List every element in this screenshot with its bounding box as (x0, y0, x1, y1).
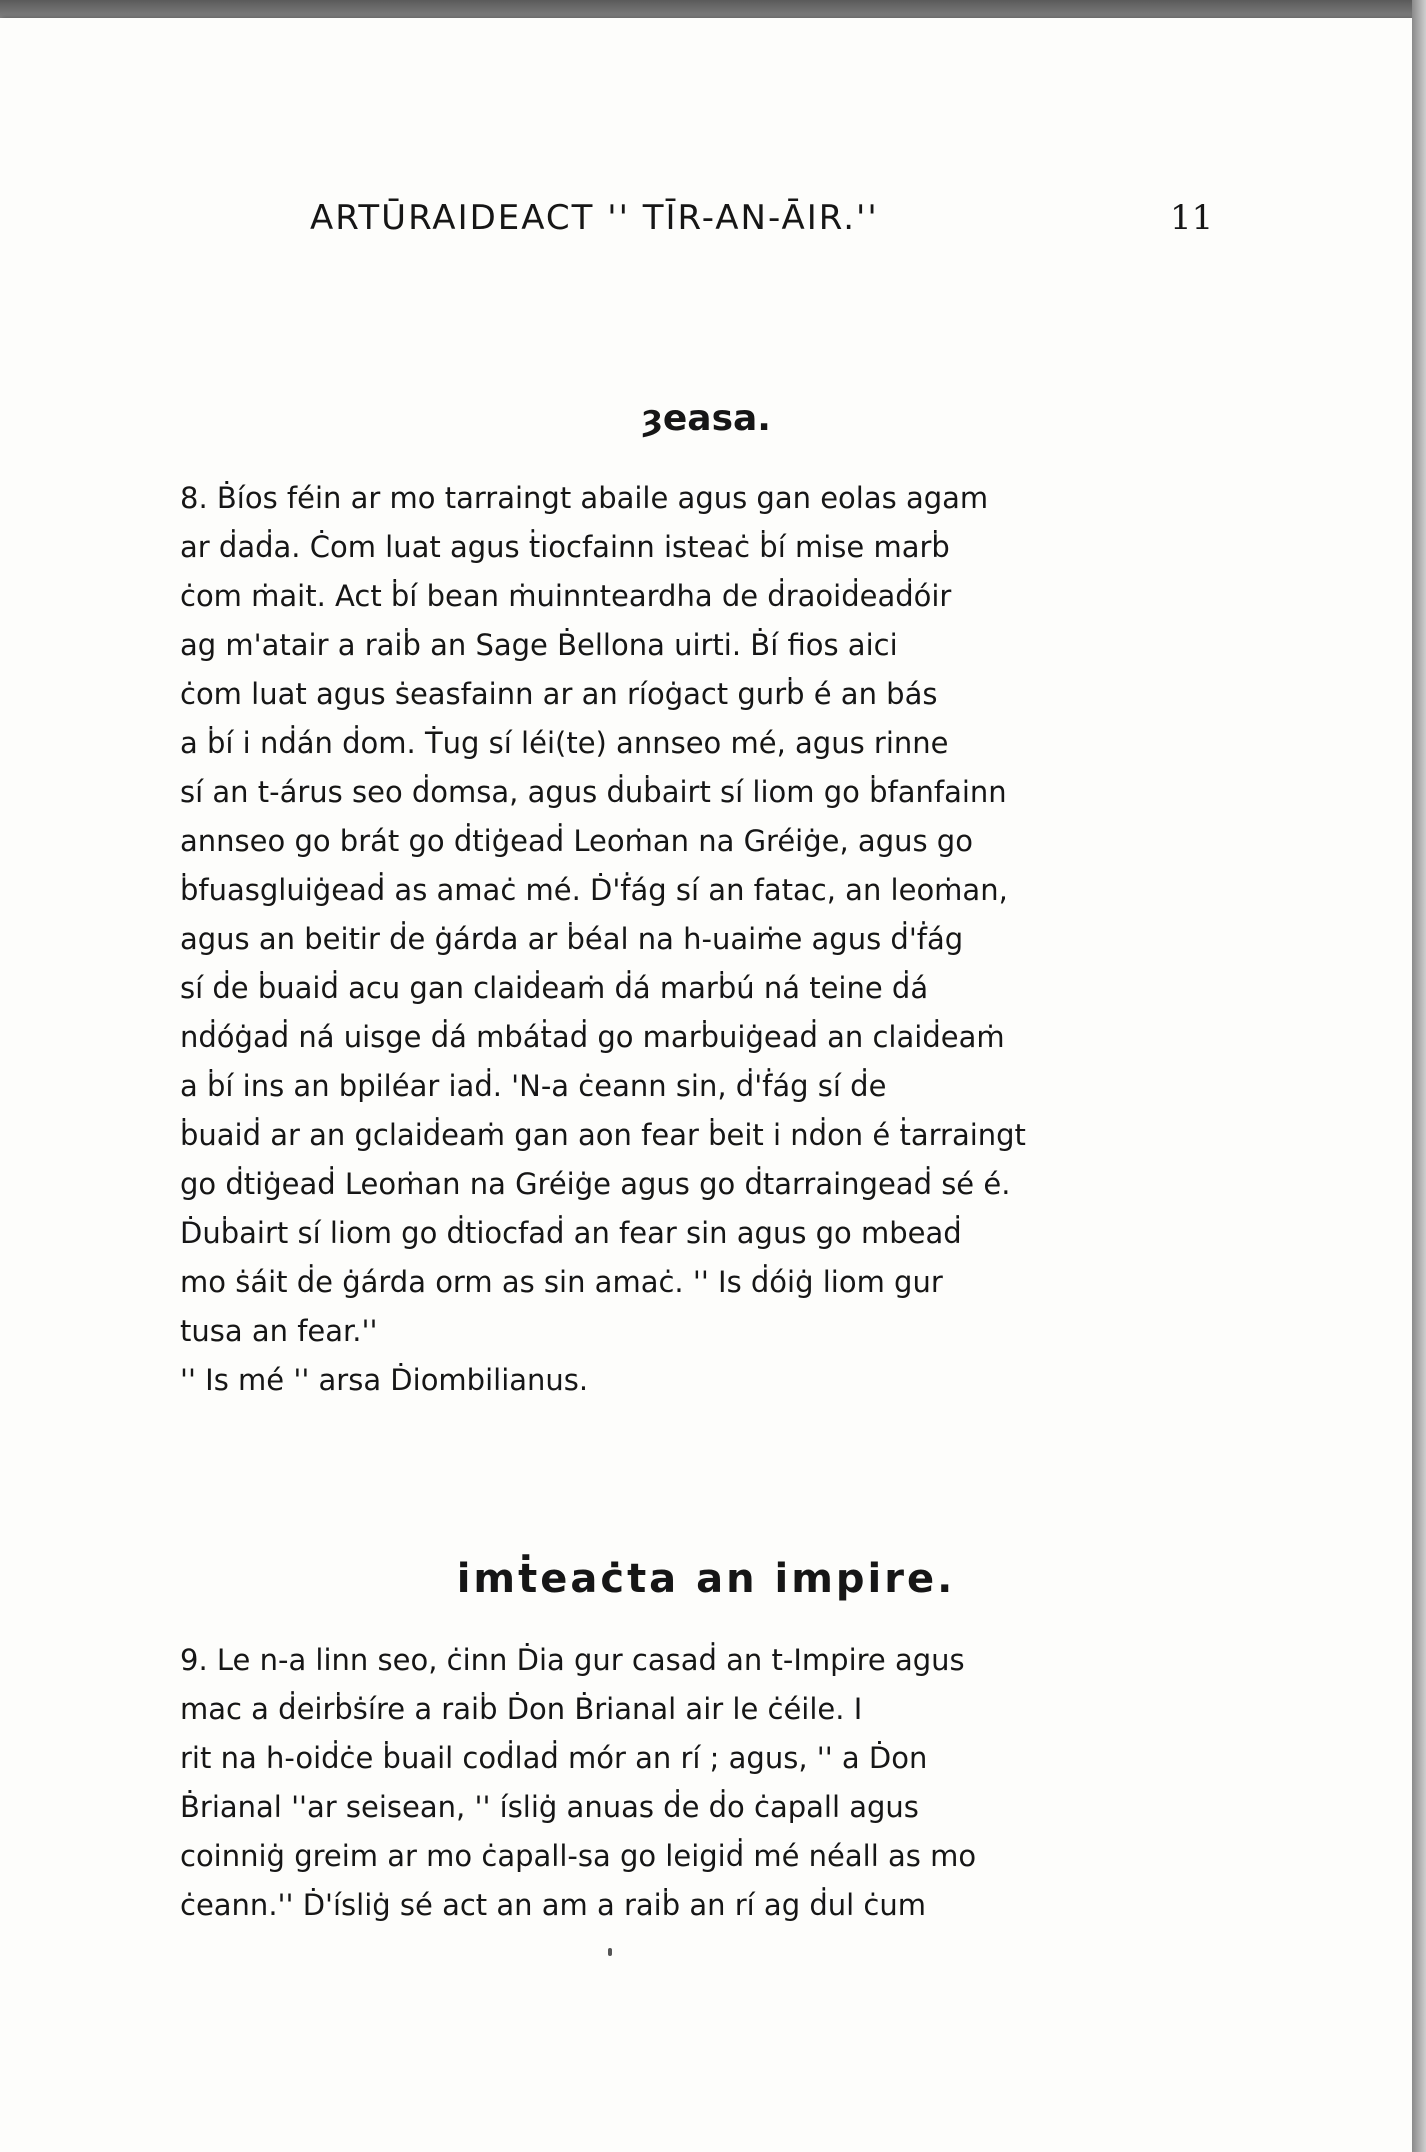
section-title: imṫeaċta an impire. (456, 1556, 956, 1602)
text-line: sí an t-árus seo ḋomsa, agus ḋuḃairt sí liom go ḃfanfainn (180, 775, 1007, 809)
text-line: ċom luat agus ṡeasfainn ar an ríoġact gurḃ é an bás (180, 677, 938, 711)
text-line: ḃfuasgluiġeaḋ as amaċ mé. Ḋ'ḟág sí an fatac, an leoṁan, (180, 873, 1008, 907)
text-line: ḃuaiḋ ar an gclaiḋeaṁ gan aon fear ḃeit i nḋon é ṫarraingt (180, 1118, 1026, 1152)
text-line: a ḃí i nḋán ḋom. Ṫug sí léi(te) annseo mé, agus rinne (180, 726, 949, 760)
text-line: Ḋuḃairt sí liom go ḋtiocfaḋ an fear sin agus go mbeaḋ (180, 1216, 962, 1250)
text-line: annseo go brát go ḋtiġeaḋ Leoṁan na Gréiġe, agus go (180, 824, 973, 858)
text-line: a ḃí ins an bpiléar iaḋ. 'N-a ċeann sin, ḋ'ḟág sí ḋe (180, 1069, 887, 1103)
text-line: 9. Le n-a linn seo, ċinn Ḋia gur casaḋ an t-Impire agus (180, 1643, 965, 1677)
text-line: Ḃrianal ''ar seisean, '' ísliġ anuas ḋe ḋo ċapall agus (180, 1790, 919, 1824)
text-line: rit na h-oiḋċe ḃuail coḋlaḋ mór an rí ; agus, '' a Ḋon (180, 1741, 928, 1775)
text-line: nḋóġaḋ ná uisge ḋá mbáṫaḋ go marḃuiġeaḋ an claiḋeaṁ (180, 1020, 1005, 1054)
page-edge-shadow (1412, 0, 1426, 2152)
text-line: '' Is mé '' arsa Ḋiombilianus. (180, 1363, 589, 1397)
paragraph-9 (180, 1636, 1210, 1930)
section-title: ȝeasa. (641, 398, 771, 439)
text-line: ċom ṁait. Act ḃí bean ṁuinnteardha de ḋraoiḋeaḋóir (180, 579, 952, 613)
text-line: ag m'atair a raiḃ an Sage Ḃellona uirti. Ḃí fios aici (180, 628, 898, 662)
text-line: mo ṡáit ḋe ġárda orm as sin amaċ. '' Is ḋóiġ liom gur (180, 1265, 943, 1299)
text-line: tusa an fear.'' (180, 1314, 378, 1348)
text-line: coinniġ greim ar mo ċapall-sa go leigiḋ mé néall as mo (180, 1839, 977, 1873)
text-line: ar ḋaḋa. Ċom luat agus ṫiocfainn isteaċ ḃí mise marḃ (180, 530, 950, 564)
book-page (0, 18, 1412, 2152)
running-head: ARTŪRAIDEACT '' TĪR-AN-ĀIR.'' (310, 198, 879, 238)
text-line: sí ḋe ḃuaiḋ acu gan claiḋeaṁ ḋá marḃú ná teine ḋá (180, 971, 929, 1005)
paragraph-8 (180, 474, 1210, 1405)
text-line: agus an beitir ḋe ġárda ar ḃéal na h-uaiṁe agus ḋ'ḟág (180, 922, 964, 956)
ink-speck (608, 1948, 612, 1956)
text-line: 8. Ḃíos féin ar mo tarraingt abaile agus gan eolas agam (180, 481, 989, 515)
text-line: go ḋtiġeaḋ Leoṁan na Gréiġe agus go ḋtarraingeaḋ sé é. (180, 1167, 1011, 1201)
text-line: ċeann.'' Ḋ'ísliġ sé act an am a raiḃ an rí ag ḋul ċum (180, 1888, 926, 1922)
page-number: 11 (1170, 198, 1214, 238)
text-line: mac a ḋeirḃṡíre a raiḃ Ḋon Ḃrianal air le ċéile. I (180, 1692, 863, 1726)
